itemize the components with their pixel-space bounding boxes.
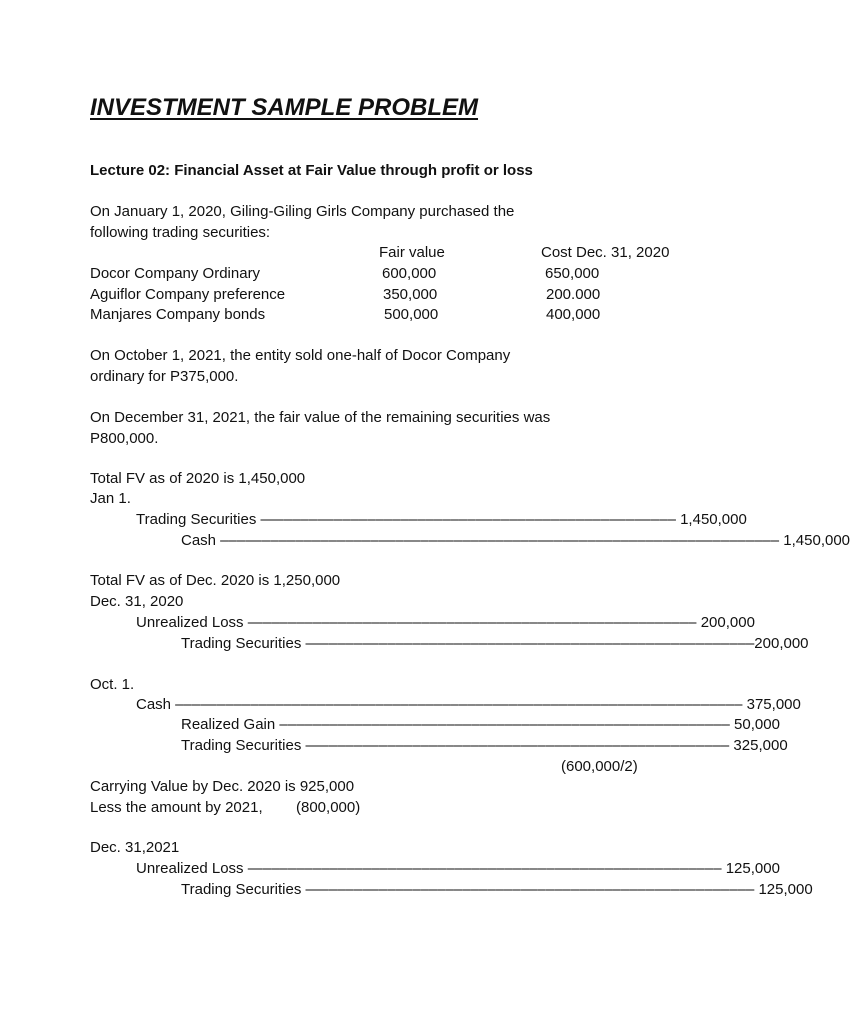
journal-debit-trading-securities: Trading Securities —–––––––––––––––––––––––––––––––––––––––––––––––– 1,450,000: [136, 511, 747, 528]
journal-debit-cash: Cash –––––––––––––––––––––––––––––––––––––––––––––––––––––––––––––––––––– 375,000: [136, 696, 801, 713]
intro-line-2: following trading securities:: [90, 224, 271, 241]
page-title: INVESTMENT SAMPLE PROBLEM: [90, 94, 479, 121]
fair-value-header: Fair value: [379, 244, 445, 261]
carrying-value-line: Carrying Value by Dec. 2020 is 925,000: [90, 778, 355, 795]
table-row-fair-value: 350,000: [383, 286, 438, 303]
total-fv-dec-2020: Total FV as of Dec. 2020 is 1,250,000: [90, 572, 341, 589]
calculation-note: (600,000/2): [561, 758, 638, 775]
entry-date-jan-1: Jan 1.: [90, 490, 131, 507]
entry-date-dec-31-2020: Dec. 31, 2020: [90, 593, 184, 610]
journal-debit-unrealized-loss: Unrealized Loss —––––––––––––––––––––––––––––––––––––––––––––––––––––––– 125,000: [136, 860, 780, 877]
journal-credit-trading-securities: Trading Securities —––––––––––––––––––––––––––––––––––––––––––––––––– 325,000: [181, 737, 788, 754]
table-row-name: Manjares Company bonds: [90, 306, 266, 323]
intro-line-1: On January 1, 2020, Giling-Giling Girls Company purchased the: [90, 203, 515, 220]
cost-header: Cost Dec. 31, 2020: [541, 244, 670, 261]
less-amount-label: Less the amount by 2021,: [90, 799, 263, 816]
table-row-name: Aguiflor Company preference: [90, 286, 286, 303]
table-row-fair-value: 600,000: [382, 265, 437, 282]
less-amount-value: (800,000): [296, 799, 361, 816]
table-row-cost: 650,000: [545, 265, 600, 282]
total-fv-2020: Total FV as of 2020 is 1,450,000: [90, 470, 306, 487]
sale-paragraph-line-1: On October 1, 2021, the entity sold one-half of Docor Company: [90, 347, 511, 364]
journal-debit-unrealized-loss: Unrealized Loss —–––––––––––––––––––––––––––––––––––––––––––––––––––– 200,000: [136, 614, 755, 631]
table-row-cost: 400,000: [546, 306, 601, 323]
fair-value-paragraph-line-1: On December 31, 2021, the fair value of the remaining securities was: [90, 409, 551, 426]
journal-credit-trading-securities: Trading Securities —––––––––––––––––––––––––––––––––––––––––––––––––––––200,000: [181, 635, 809, 652]
entry-date-dec-31-2021: Dec. 31,2021: [90, 839, 180, 856]
lecture-heading: Lecture 02: Financial Asset at Fair Value through profit or loss: [90, 162, 533, 179]
journal-credit-cash: Cash ––––––––––––––––––––––––––––––––––––––––––––––––––––––––––––––––––– 1,450,000: [181, 532, 850, 549]
journal-credit-trading-securities: Trading Securities —–––––––––––––––––––––––––––––––––––––––––––––––––––– 125,000: [181, 881, 813, 898]
table-row-cost: 200.000: [546, 286, 601, 303]
sale-paragraph-line-2: ordinary for P375,000.: [90, 368, 239, 385]
table-row-fair-value: 500,000: [384, 306, 439, 323]
entry-date-oct-1: Oct. 1.: [90, 676, 135, 693]
table-row-name: Docor Company Ordinary: [90, 265, 261, 282]
fair-value-paragraph-line-2: P800,000.: [90, 430, 159, 447]
journal-credit-realized-gain: Realized Gain –––––––––––––––––––––––––––––––––––––––––––––––––––––– 50,000: [181, 716, 780, 733]
